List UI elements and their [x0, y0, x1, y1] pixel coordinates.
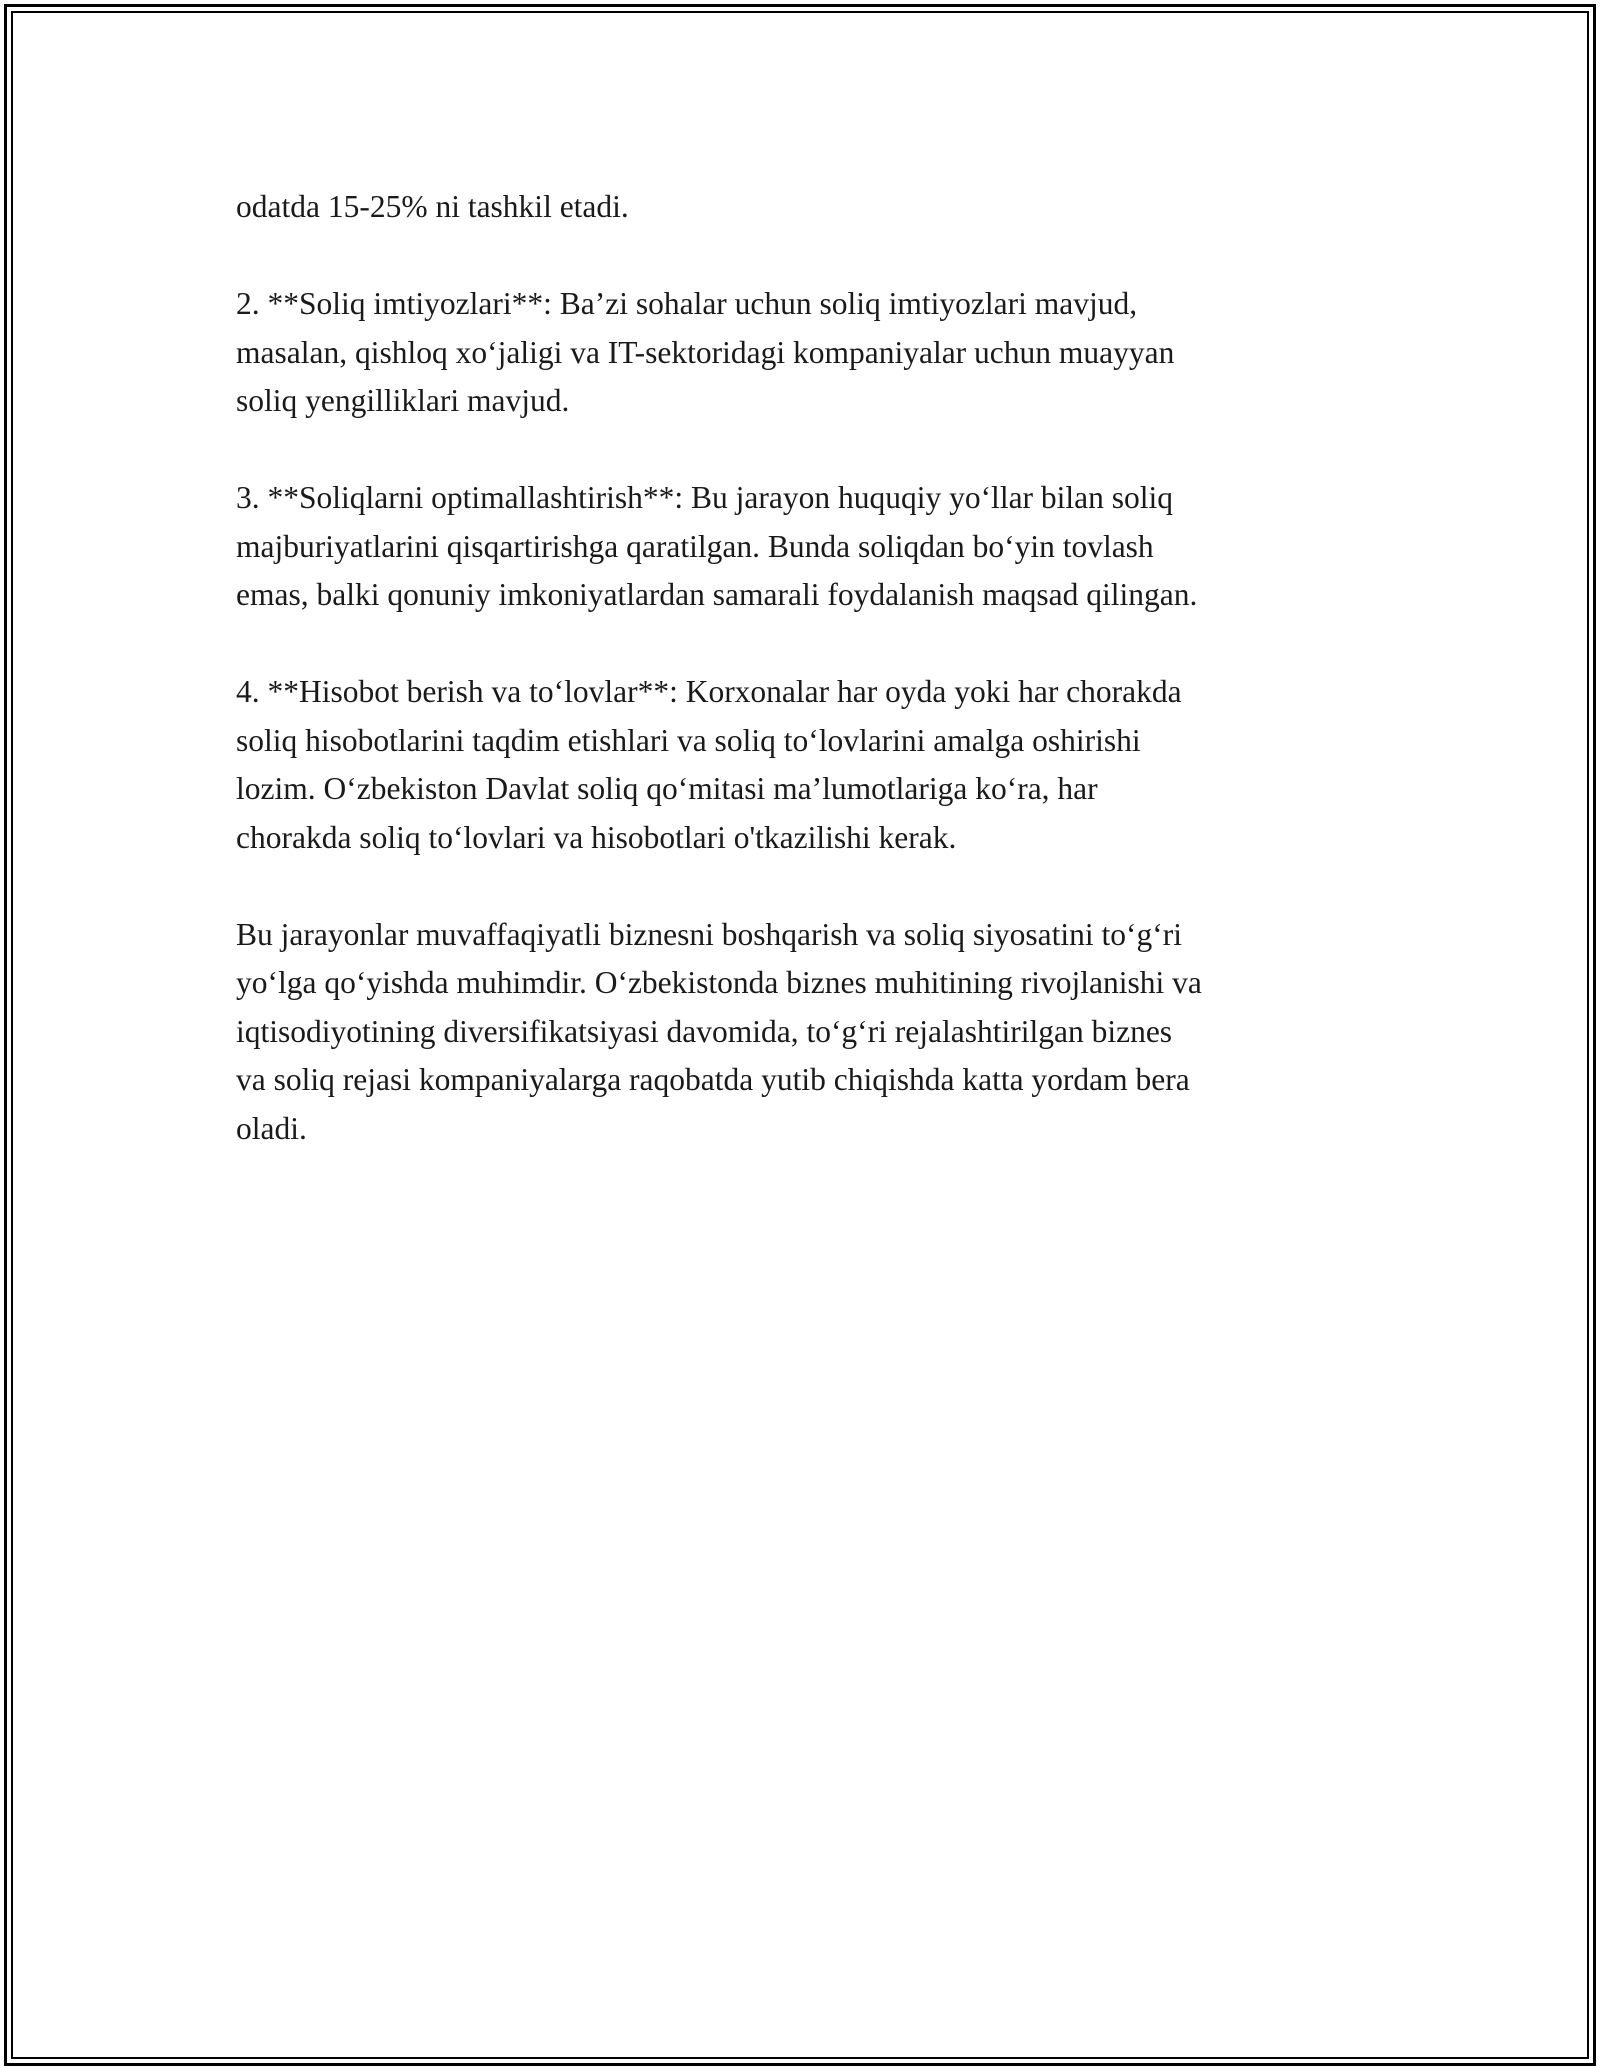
document-body	[236, 183, 1396, 1202]
paragraph-reporting-payments: 4. **Hisobot berish va to‘lovlar**: Korxonalar har oyda yoki har chorakda soliq hisobotlarini taqdim etishlari va soliq to‘lovlarini amalga oshirishi lozim. O‘zbekiston Davlat soliq qo‘mitasi ma’lumotlariga ko‘ra, har chorakda soliq to‘lovlari va hisobotlari o'tkazilishi kerak.	[236, 674, 1182, 855]
paragraph-continuation: odatda 15-25% ni tashkil etadi.	[236, 189, 629, 224]
paragraph-tax-optimization: 3. **Soliqlarni optimallashtirish**: Bu jarayon huquqiy yo‘llar bilan soliq majburiyatlarini qisqartirishga qaratilgan. Bunda soliqdan bo‘yin tovlash emas, balki qonuniy imkoniyatlardan samarali foydalanish maqsad qilingan.	[236, 480, 1198, 612]
paragraph-conclusion: Bu jarayonlar muvaffaqiyatli biznesni boshqarish va soliq siyosatini to‘g‘ri yo‘lga qo‘yishda muhimdir. O‘zbekistonda biznes muhitining rivojlanishi va iqtisodiyotining diversifikatsiyasi davomida, to‘g‘ri rejalashtirilgan biznes va soliq rejasi kompaniyalarga raqobatda yutib chiqishda katta yordam bera oladi.	[236, 916, 1202, 1146]
paragraph-tax-benefits: 2. **Soliq imtiyozlari**: Ba’zi sohalar uchun soliq imtiyozlari mavjud, masalan, qishloq xo‘jaligi va IT-sektoridagi kompaniyalar uchun muayyan soliq yengilliklari mavjud.	[236, 286, 1175, 418]
